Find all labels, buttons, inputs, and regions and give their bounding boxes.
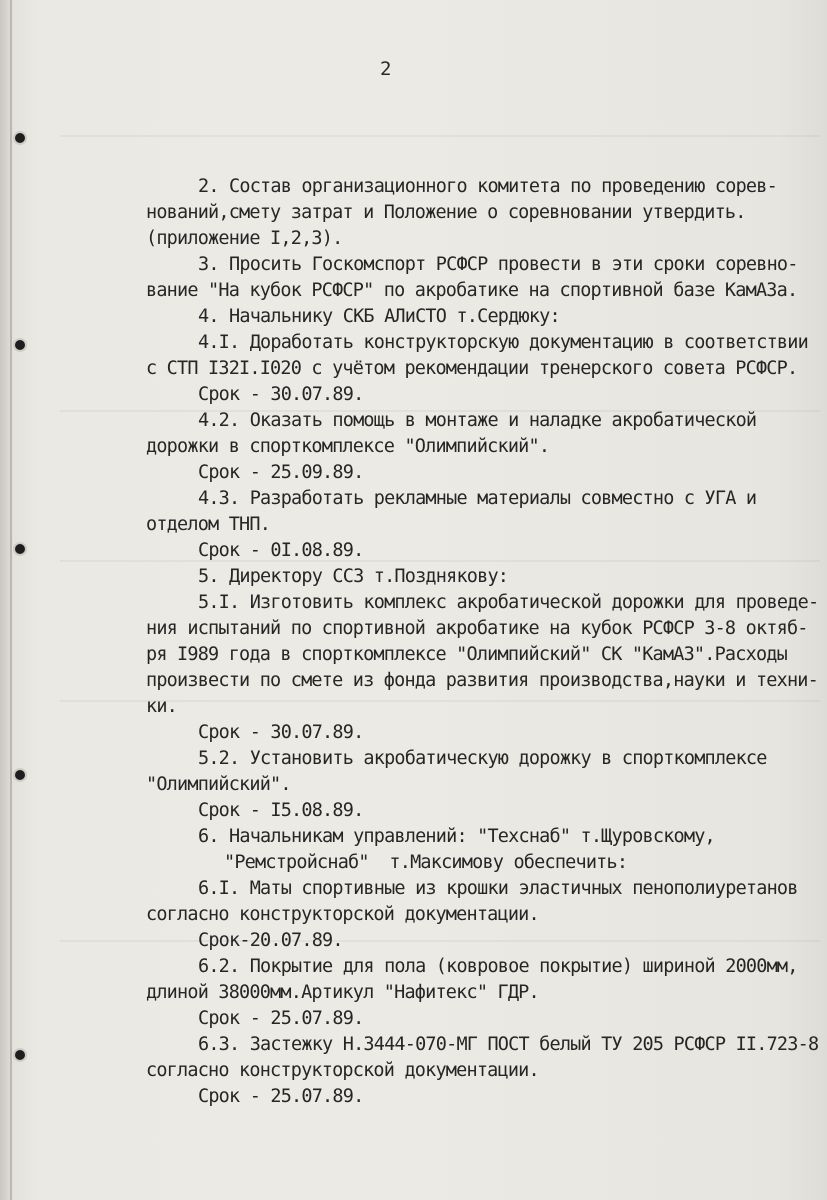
binder-hole-icon bbox=[15, 770, 25, 780]
text-line: 3. Просить Госкомспорт РСФСР провести в эти сроки соревно- bbox=[198, 254, 798, 275]
deadline-line: Срок - 0I.08.89. bbox=[198, 540, 364, 561]
binder-hole-icon bbox=[15, 133, 25, 143]
text-line: длиной 38000мм.Артикул "Нафитекс" ГДР. bbox=[146, 982, 539, 1003]
page-number: 2 bbox=[380, 58, 392, 80]
deadline-line: Срок-20.07.89. bbox=[198, 930, 343, 951]
text-line: 2. Состав организационного комитета по проведению сорев- bbox=[198, 176, 777, 197]
bleed-through bbox=[60, 135, 820, 137]
page-edge bbox=[10, 0, 12, 1200]
text-line: 5.I. Изготовить комплекс акробатической дорожки для проведе- bbox=[198, 592, 819, 613]
text-line: нований,смету затрат и Положение о соревновании утвердить. bbox=[146, 202, 746, 223]
text-line: 6. Начальникам управлений: "Техснаб" т.Щуровскому, bbox=[198, 826, 715, 847]
text-line: вание "На кубок РСФСР" по акробатике на спортивной базе КамАЗа. bbox=[146, 280, 798, 301]
text-line: согласно конструкторской документации. bbox=[146, 1060, 539, 1081]
text-line: согласно конструкторской документации. bbox=[146, 904, 539, 925]
deadline-line: Срок - 30.07.89. bbox=[198, 384, 364, 405]
text-line: ря I989 года в спорткомплексе "Олимпийский" СК "КамАЗ".Расходы bbox=[146, 644, 787, 665]
deadline-line: Срок - I5.08.89. bbox=[198, 800, 364, 821]
binder-hole-icon bbox=[15, 1050, 25, 1060]
text-line: с СТП I32I.I020 с учётом рекомендации тренерского совета РСФСР. bbox=[146, 358, 798, 379]
text-line: 4.I. Доработать конструкторскую документацию в соответствии bbox=[198, 332, 808, 353]
text-line: дорожки в спорткомплексе "Олимпийский". bbox=[146, 436, 550, 457]
text-line: произвести по смете из фонда развития производства,науки и техни- bbox=[146, 670, 818, 691]
binder-hole-icon bbox=[15, 340, 25, 350]
text-line: (приложение I,2,3). bbox=[146, 228, 343, 249]
bleed-through bbox=[60, 940, 820, 942]
deadline-line: Срок - 25.07.89. bbox=[198, 1008, 364, 1029]
text-line: 5. Директору ССЗ т.Позднякову: bbox=[198, 566, 509, 587]
text-line: ки. bbox=[146, 696, 178, 717]
text-line: 6.2. Покрытие для пола (ковровое покрытие) шириной 2000мм, bbox=[198, 956, 798, 977]
text-line: 5.2. Установить акробатическую дорожку в спорткомплексе bbox=[198, 748, 767, 769]
text-line: "Олимпийский". bbox=[146, 774, 291, 795]
text-line: 4. Начальнику СКБ АЛиСТО т.Сердюку: bbox=[198, 306, 560, 327]
deadline-line: Срок - 25.07.89. bbox=[198, 1086, 364, 1107]
text-line: 6.3. Застежку Н.3444-070-МГ ПОСТ белый ТУ 205 РСФСР II.723-8 bbox=[198, 1034, 819, 1055]
text-line: 4.2. Оказать помощь в монтаже и наладке акробатической bbox=[198, 410, 757, 431]
deadline-line: Срок - 25.09.89. bbox=[198, 462, 364, 483]
deadline-line: Срок - 30.07.89. bbox=[198, 722, 364, 743]
text-line: ния испытаний по спортивной акробатике на кубок РСФСР 3-8 октяб- bbox=[146, 618, 808, 639]
text-line: отделом ТНП. bbox=[146, 514, 271, 535]
bleed-through bbox=[60, 560, 820, 562]
text-line: 6.I. Маты спортивные из крошки эластичных пенополиуретанов bbox=[198, 878, 798, 899]
text-line: 4.3. Разработать рекламные материалы совместно с УГА и bbox=[198, 488, 757, 509]
binder-hole-icon bbox=[15, 544, 25, 554]
text-line: "Ремстройснаб" т.Максимову обеспечить: bbox=[224, 852, 628, 873]
